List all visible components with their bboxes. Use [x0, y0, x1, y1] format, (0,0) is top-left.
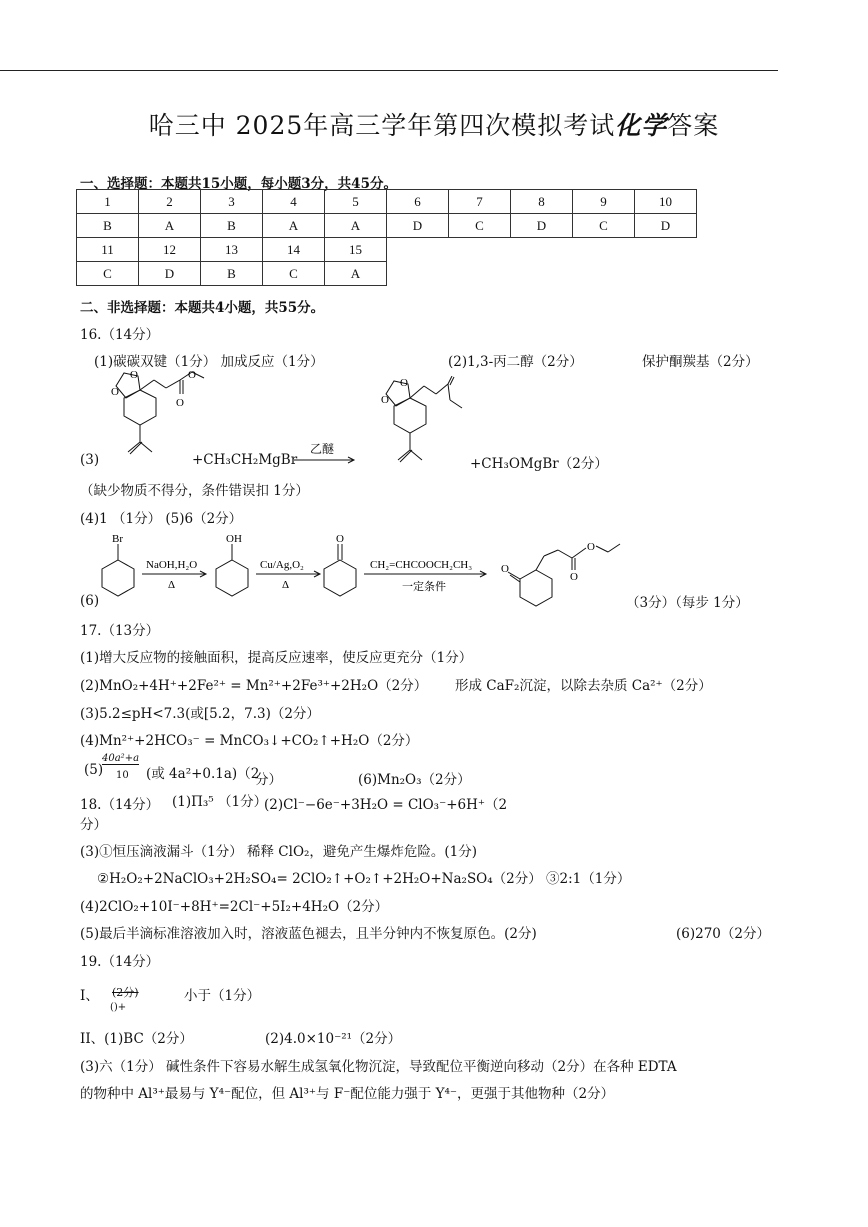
q16-part3-condition: 乙醚 — [310, 442, 335, 456]
reaction-arrow — [294, 456, 356, 464]
q19-part-ii-3a: (3)六（1分） 碱性条件下容易水解生成氢氧化物沉淀，导致配位平衡逆向移动（2分）在各种 EDTA — [80, 1059, 677, 1075]
atom-br: Br — [112, 533, 123, 545]
q16-part2: (2)1,3-丙二醇（2分） — [448, 354, 583, 370]
table-cell: 6 — [387, 190, 449, 214]
step1-heat: Δ — [168, 579, 176, 591]
q16-part3-reagent: +CH₃CH₂MgBr — [192, 452, 298, 468]
q19-part-ii-3b: 的物种中 Al³⁺最易与 Y⁴⁻配位，但 Al³⁺与 F⁻配位能力强于 Y⁴⁻，更强于其他物种（2分） — [80, 1086, 615, 1102]
q17-part4: (4)Mn²⁺+2HCO₃⁻ = MnCO₃↓+CO₂↑+H₂O（2分） — [80, 733, 419, 749]
q17-part5-label: (5) — [84, 762, 104, 778]
table-cell: B — [201, 214, 263, 238]
q19-part-i-struck: (2分) — [112, 986, 139, 999]
table-cell: 13 — [201, 238, 263, 262]
table-cell: D — [635, 214, 697, 238]
table-cell: 8 — [511, 190, 573, 214]
table-cell: 14 — [263, 238, 325, 262]
atom-o: O — [381, 394, 389, 406]
table-cell: B — [201, 262, 263, 286]
title-prefix: 哈三中 2025年高三学年第四次模拟考试 — [148, 111, 616, 140]
title-subject: 化学 — [615, 111, 668, 140]
q17-part5-numerator: 40a²+a — [102, 753, 140, 764]
atom-o: O — [570, 571, 578, 583]
table-cell: 15 — [325, 238, 387, 262]
q17-part5-denominator: 10 — [116, 770, 129, 781]
q18-heading: 18.（14分） — [80, 797, 160, 813]
atom-o: O — [400, 377, 408, 389]
table-cell: 1 — [77, 190, 139, 214]
step3-reagent: CH₂=CHCOOCH₂CH₃ — [370, 559, 473, 571]
table-cell: 12 — [139, 238, 201, 262]
step1-reagent: NaOH,H₂O — [146, 559, 198, 571]
q17-part2: (2)MnO₂+4H⁺+2Fe²⁺ = Mn²⁺+2Fe³⁺+2H₂O（2分） — [80, 678, 428, 694]
q17-part3: (3)5.2≤pH<7.3(或[5.2，7.3)（2分） — [80, 706, 320, 722]
q16-part6-score: （3分）（每步 1分） — [626, 595, 749, 611]
atom-o: O — [587, 541, 595, 553]
table-row — [77, 262, 697, 286]
step3-condition: 一定条件 — [402, 581, 446, 593]
atom-o: O — [111, 386, 119, 398]
q18-part3a: (3)①恒压滴液漏斗（1分） 稀释 ClO₂，避免产生爆炸危险。(1分) — [80, 844, 478, 860]
q16-part4-5: (4)1 （1分） (5)6（2分） — [80, 511, 243, 527]
table-cell-empty — [449, 262, 511, 286]
q19-part-ii-1: II、(1)BC（2分） — [80, 1031, 193, 1047]
q16-part6-label: (6) — [80, 593, 100, 609]
table-cell-empty — [511, 262, 573, 286]
table-row — [77, 214, 697, 238]
table-cell: C — [77, 262, 139, 286]
table-cell: C — [263, 262, 325, 286]
atom-o: O — [188, 369, 196, 381]
table-cell: 4 — [263, 190, 325, 214]
atom-o: O — [501, 563, 509, 575]
table-cell: D — [387, 214, 449, 238]
section2-heading: 二、非选择题：本题共4小题，共55分。 — [80, 300, 325, 316]
table-cell: 7 — [449, 190, 511, 214]
q18-part5: (5)最后半滴标准溶液加入时，溶液蓝色褪去，且半分钟内不恢复原色。(2分) — [80, 926, 537, 942]
table-cell: C — [573, 214, 635, 238]
table-cell: 5 — [325, 190, 387, 214]
q17-part5-score: 分） — [255, 772, 282, 788]
table-cell: 9 — [573, 190, 635, 214]
step2-reagent: Cu/Ag,O₂ — [260, 559, 304, 571]
q17-heading: 17.（13分） — [80, 623, 160, 639]
q19-part-i-fraction: ()+ — [110, 1002, 127, 1013]
atom-o: O — [176, 397, 184, 409]
table-cell-empty — [573, 262, 635, 286]
section1-heading: 一、选择题：本题共15小题，每小题3分，共45分。 — [80, 176, 397, 192]
table-cell-empty — [387, 262, 449, 286]
q19-heading: 19.（14分） — [80, 954, 160, 970]
product-structure — [370, 376, 470, 476]
table-cell: A — [325, 214, 387, 238]
table-cell: 3 — [201, 190, 263, 214]
q18-part2: (2)Cl⁻−6e⁻+3H₂O = ClO₃⁻+6H⁺（2 — [264, 797, 508, 813]
table-row — [77, 238, 697, 262]
step2-heat: Δ — [282, 579, 290, 591]
table-cell: 2 — [139, 190, 201, 214]
q18-part1: (1)Π₃⁵ （1分） — [172, 794, 268, 810]
q19-part-i-answer: 小于（1分） — [184, 988, 261, 1004]
q17-part6: (6)Mn₂O₃（2分） — [358, 772, 471, 788]
q18-part3b: ②H₂O₂+2NaClO₃+2H₂SO₄= 2ClO₂↑+O₂↑+2H₂O+Na₂SO₄（2分） ③2:1（1分） — [97, 871, 631, 887]
table-cell: A — [325, 262, 387, 286]
q16-part2-purpose: 保护酮羰基（2分） — [642, 354, 759, 370]
reactant-structure — [96, 368, 206, 478]
atom-o: O — [130, 369, 138, 381]
q17-part5-alt: (或 4a²+0.1a)（2 — [146, 766, 260, 782]
q16-part3-label: (3) — [80, 452, 100, 468]
table-cell: D — [139, 262, 201, 286]
table-cell-empty — [449, 238, 511, 262]
q16-heading: 16.（14分） — [80, 327, 160, 343]
q18-part2-score: 分） — [80, 817, 107, 833]
page-title — [0, 106, 868, 142]
table-cell-empty — [573, 238, 635, 262]
header-rule — [0, 70, 778, 71]
q16-part3-note: （缺少物质不得分，条件错误扣 1分） — [80, 483, 309, 499]
table-cell: C — [449, 214, 511, 238]
table-cell-empty — [511, 238, 573, 262]
answer-table — [76, 189, 697, 286]
q19-part-i-label: I、 — [80, 988, 99, 1004]
table-cell: D — [511, 214, 573, 238]
q19-part-ii-2: (2)4.0×10⁻²¹（2分） — [265, 1031, 402, 1047]
q17-part1: (1)增大反应物的接触面积，提高反应速率，使反应更充分（1分） — [80, 650, 473, 666]
q16-part1: (1)碳碳双键（1分） 加成反应（1分） — [94, 354, 324, 370]
table-cell: A — [139, 214, 201, 238]
q18-part6: (6)270（2分） — [676, 926, 770, 942]
atom-oh: OH — [226, 533, 242, 545]
synthesis-route — [96, 530, 676, 610]
q16-part3-product: +CH₃OMgBr（2分） — [470, 456, 608, 472]
table-cell: B — [77, 214, 139, 238]
atom-o: O — [336, 533, 344, 545]
table-cell-empty — [387, 238, 449, 262]
table-cell: A — [263, 214, 325, 238]
q18-part4: (4)2ClO₂+10I⁻+8H⁺=2Cl⁻+5I₂+4H₂O（2分） — [80, 899, 389, 915]
table-cell: 11 — [77, 238, 139, 262]
table-cell: 10 — [635, 190, 697, 214]
table-row — [77, 190, 697, 214]
table-cell-empty — [635, 262, 697, 286]
table-cell-empty — [635, 238, 697, 262]
title-suffix: 答案 — [667, 111, 720, 140]
q17-part2-reason: 形成 CaF₂沉淀，以除去杂质 Ca²⁺（2分） — [455, 678, 712, 694]
